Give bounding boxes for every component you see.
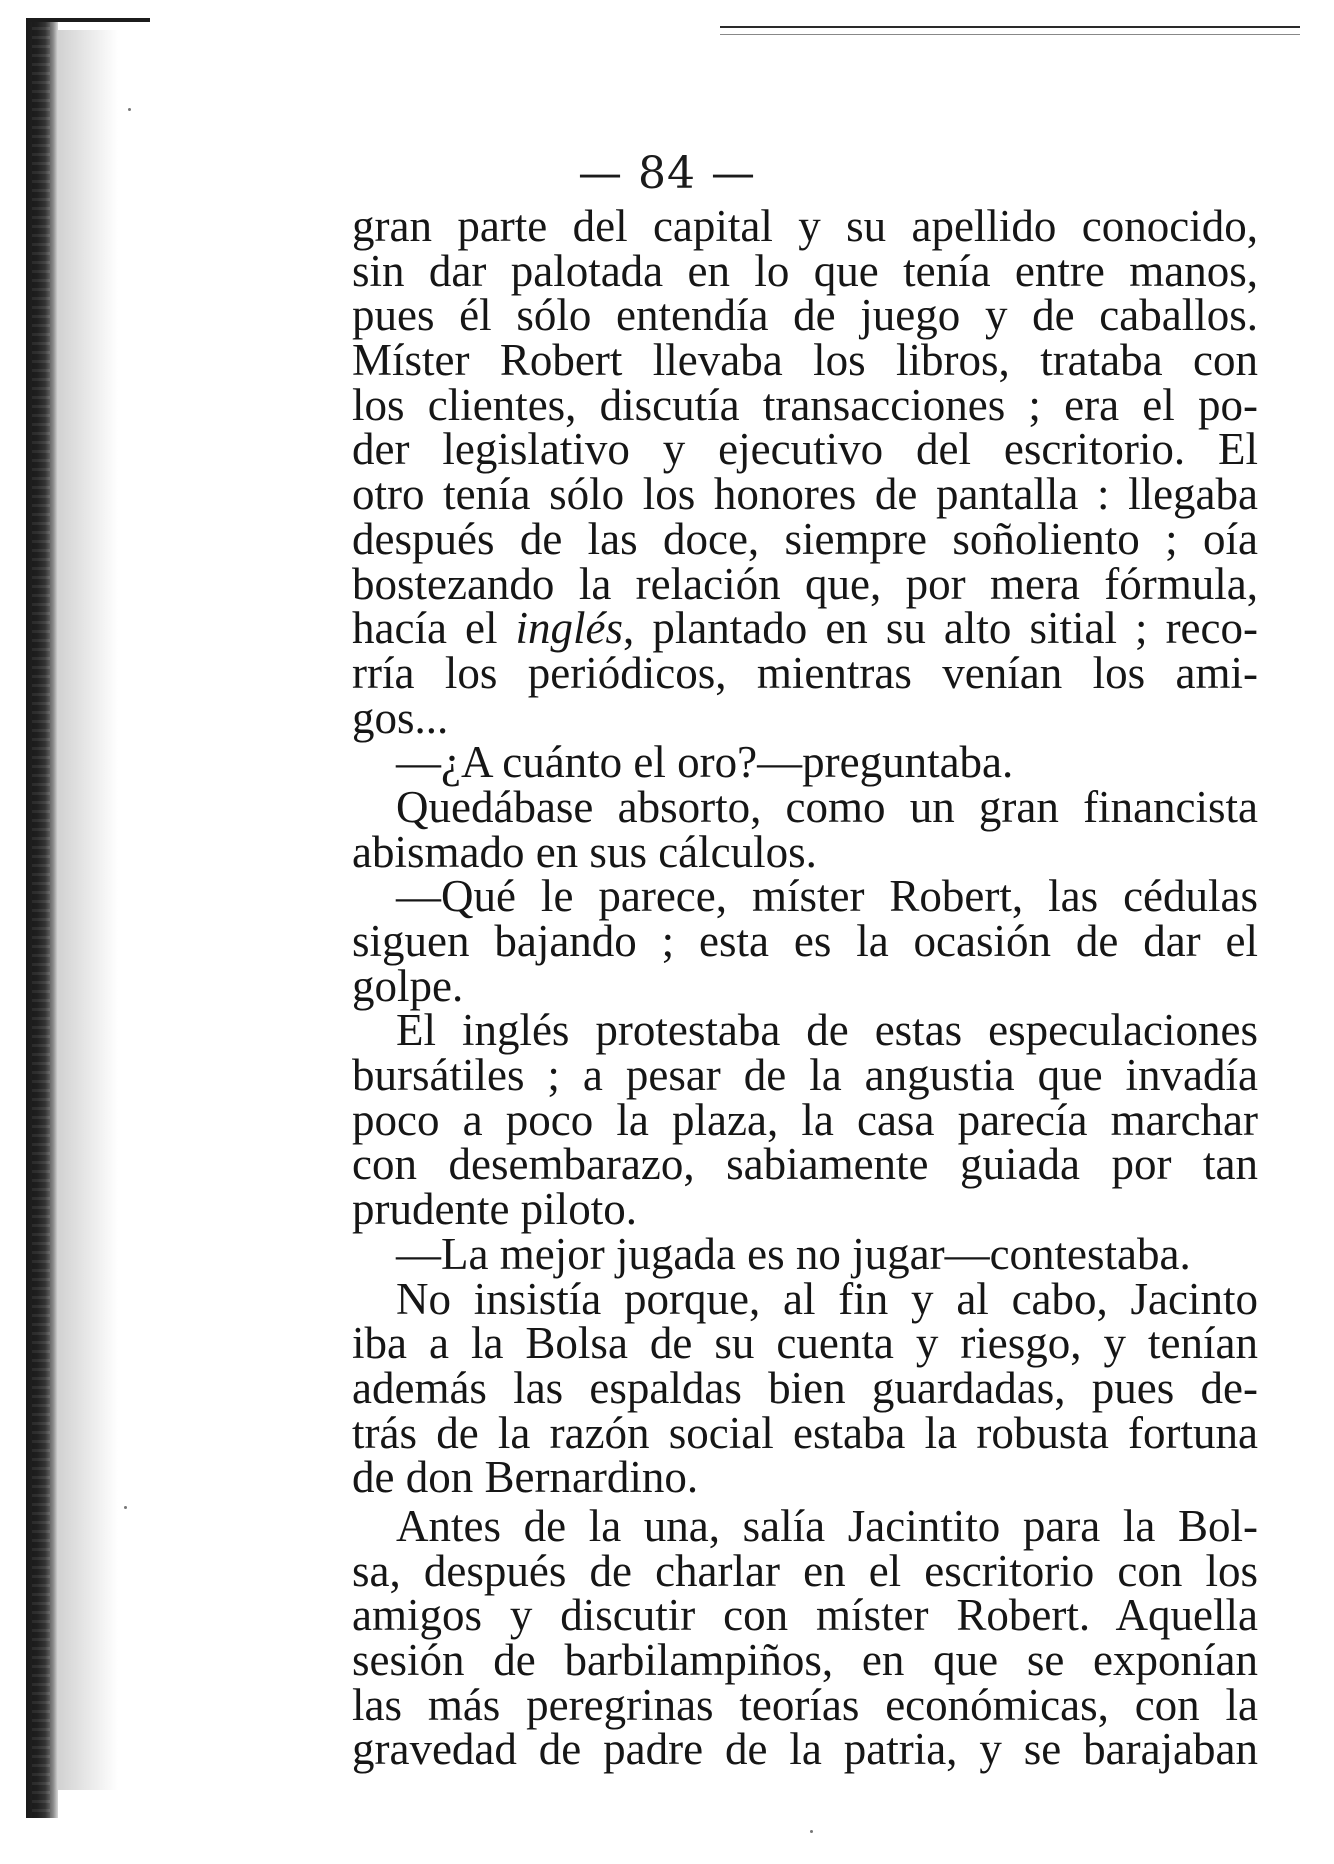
text-line: No insistía porque, al fin y al cabo, Jacinto xyxy=(396,1273,1258,1324)
text-line: con desembarazo, sabiamente guiada por tan xyxy=(352,1139,1258,1190)
text-line: der legislativo y ejecutivo del escritorio. El xyxy=(352,424,1258,475)
text-line: otro tenía sólo los honores de pantalla : llegaba xyxy=(352,469,1258,520)
text-line: amigos y discutir con míster Robert. Aquella xyxy=(352,1590,1258,1641)
text-line: golpe. xyxy=(352,960,464,1011)
text-line-with-italic xyxy=(352,603,1258,654)
text-line: sin dar palotada en lo que tenía entre manos, xyxy=(352,245,1258,296)
speck xyxy=(124,1506,127,1509)
text-line: después de las doce, siempre soñoliento ; oía xyxy=(352,513,1258,564)
binding-shadow xyxy=(58,30,118,1790)
top-rule xyxy=(720,26,1300,35)
text-line: rría los periódicos, mientras venían los ami- xyxy=(352,647,1258,698)
text-line: gos... xyxy=(352,692,449,743)
text-line: pues él sólo entendía de juego y de caballos. xyxy=(352,290,1258,341)
text-line: iba a la Bolsa de su cuenta y riesgo, y tenían xyxy=(352,1318,1258,1369)
text-line: siguen bajando ; esta es la ocasión de dar el xyxy=(352,916,1258,966)
italic-word: inglés xyxy=(515,603,624,654)
text-line: sesión de barbilampiños, en que se exponían xyxy=(352,1635,1258,1685)
text-line: los clientes, discutía transacciones ; era el po- xyxy=(352,379,1258,430)
text-line: Míster Robert llevaba los libros, trataba con xyxy=(352,335,1258,386)
text-line: bursátiles ; a pesar de la angustia que invadía xyxy=(352,1050,1258,1101)
text-segment: , plantado en su alto sitial ; reco- xyxy=(623,603,1258,654)
speck xyxy=(128,108,131,111)
text-segment: hacía el xyxy=(352,603,516,654)
text-line: de don Bernardino. xyxy=(352,1452,699,1503)
text-line: —¿A cuánto el oro?—preguntaba. xyxy=(396,737,1014,788)
text-line: abismado en sus cálculos. xyxy=(352,826,817,877)
page-number: — 84 — xyxy=(578,148,756,199)
text-line: sa, después de charlar en el escritorio con los xyxy=(352,1545,1258,1596)
corner-mark xyxy=(30,18,150,22)
body-text xyxy=(352,201,1258,1775)
text-line: prudente piloto. xyxy=(352,1184,637,1235)
text-line: Quedábase absorto, como un gran financista xyxy=(396,781,1258,832)
text-line: las más peregrinas teorías económicas, con la xyxy=(352,1679,1258,1730)
text-line: —Qué le parece, míster Robert, las cédulas xyxy=(396,871,1258,922)
speck xyxy=(810,1830,813,1833)
text-line: El inglés protestaba de estas especulaciones xyxy=(396,1005,1258,1056)
text-line: gravedad de padre de la patria, y se barajaban xyxy=(352,1724,1258,1775)
text-line: Antes de la una, salía Jacintito para la Bol- xyxy=(396,1500,1258,1551)
text-line: además las espaldas bien guardadas, pues de- xyxy=(352,1362,1258,1413)
binding-edge xyxy=(26,18,58,1818)
text-line: —La mejor jugada es no jugar—contestaba. xyxy=(396,1228,1191,1279)
text-line: bostezando la relación que, por mera fórmula, xyxy=(352,558,1258,609)
text-line: gran parte del capital y su apellido conocido, xyxy=(352,201,1258,251)
text-line: poco a poco la plaza, la casa parecía marchar xyxy=(352,1094,1258,1145)
text-line: trás de la razón social estaba la robusta fortuna xyxy=(352,1407,1258,1458)
